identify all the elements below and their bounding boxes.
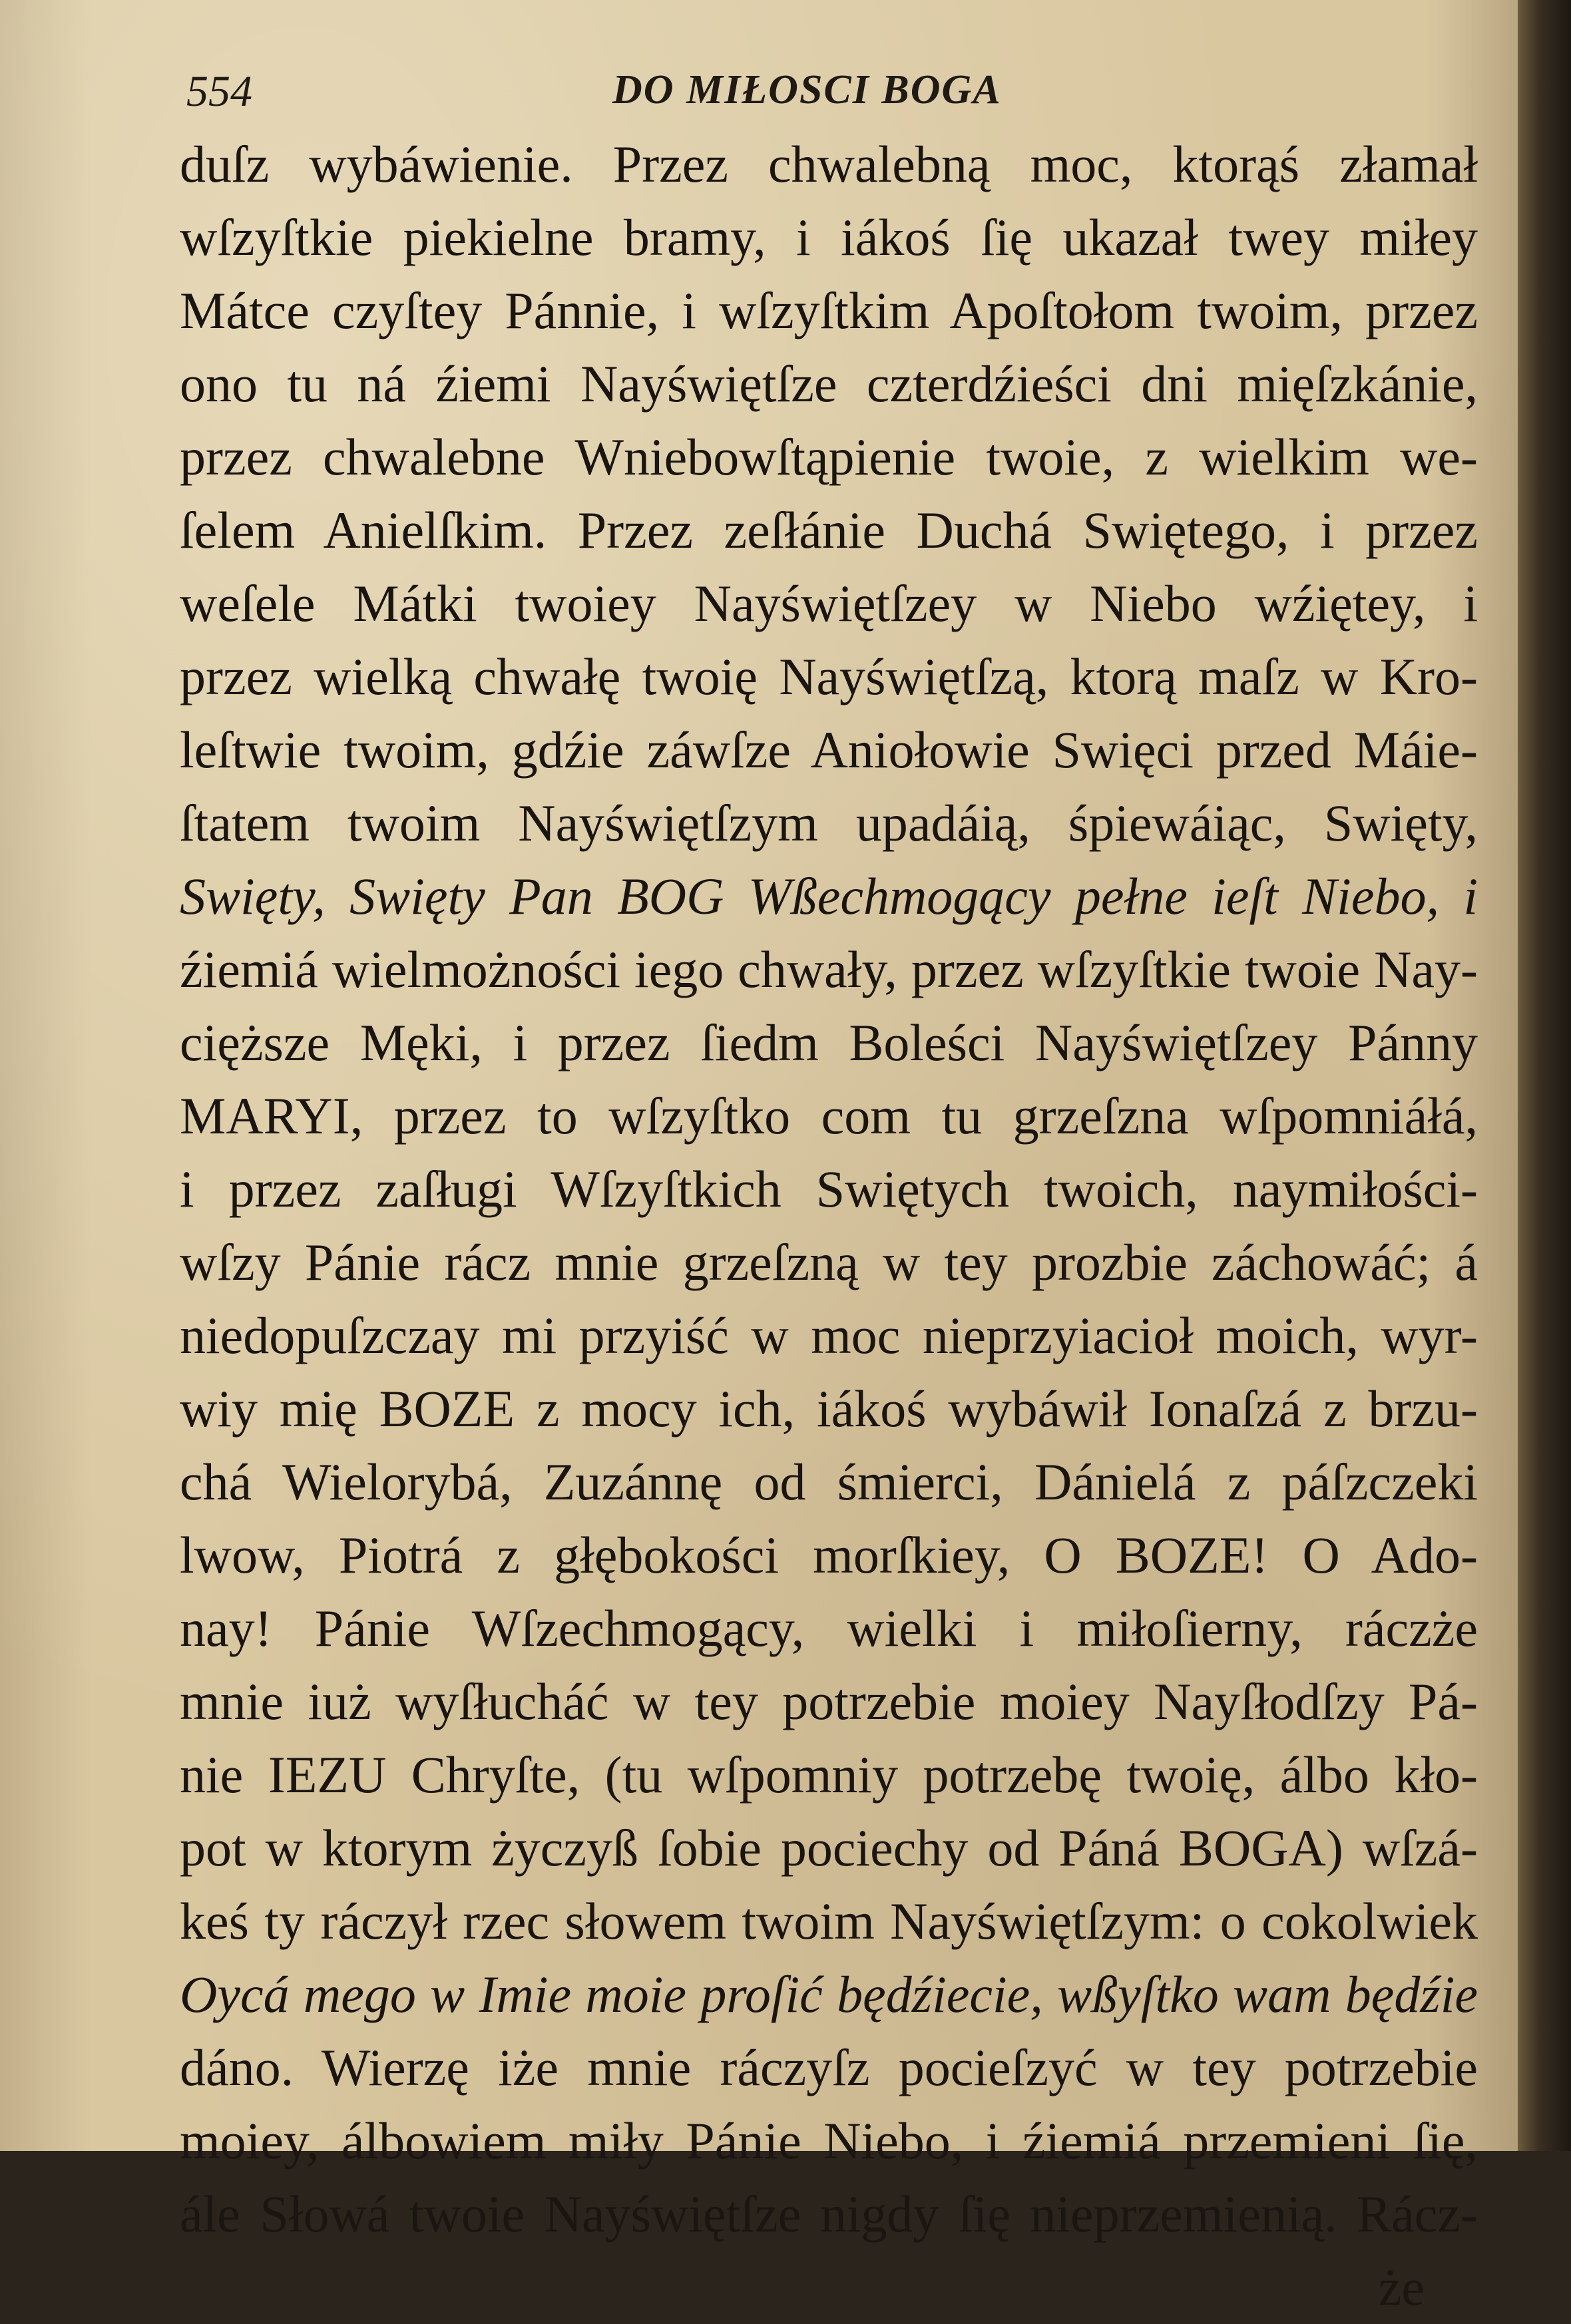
page-number: 554	[186, 67, 252, 116]
text-line: cięższe Męki, i przez ſiedm Boleści Nayświętſzey Pánny	[180, 1014, 1478, 1071]
text-line: przez chwalebne Wniebowſtąpienie twoie, z wielkim we-	[180, 428, 1478, 486]
text-line: moiey, álbowiem miły Pánie Niebo, i źiemiá przemieni ſię,	[180, 2112, 1478, 2170]
text-line: duſz wybáwienie. Przez chwalebną moc, ktorąś złamał	[180, 135, 1478, 193]
text-line: Oycá mego w Imie moie proſić będźiecie, wßyſtko wam będźie	[180, 1965, 1478, 2023]
text-line: pot w ktorym życzyß ſobie pociechy od Páná BOGA) wſzá-	[180, 1819, 1478, 1877]
text-line: wſzyſtkie piekielne bramy, i iákoś ſię ukazał twey miłey	[180, 208, 1478, 266]
book-gutter	[1518, 0, 1571, 2151]
text-line: dáno. Wierzę iże mnie ráczyſz pocieſzyć w tey potrzebie	[180, 2038, 1478, 2096]
text-line: lwow, Piotrá z głębokości morſkiey, O BOZE! O Ado-	[180, 1526, 1478, 1584]
text-line: Mátce czyſtey Pánnie, i wſzyſtkim Apoſtołom twoim, przez	[180, 282, 1478, 339]
text-line: ſtatem twoim Nayświętſzym upadáią, śpiewáiąc, Swięty,	[180, 794, 1478, 852]
text-line: leſtwie twoim, gdźie záwſze Aniołowie Swięci przed Máie-	[180, 721, 1478, 779]
text-line: keś ty ráczył rzec słowem twoim Nayświętſzym: o cokolwiek	[180, 1892, 1478, 1950]
text-line: i przez zaſługi Wſzyſtkich Swiętych twoich, naymiłości-	[180, 1160, 1478, 1218]
body-text	[180, 128, 1478, 2324]
text-line: chá Wielorybá, Zuzánnę od śmierci, Dánielá z páſzczeki	[180, 1453, 1478, 1511]
text-line: wſzy Pánie rácz mnie grzeſzną w tey prozbie záchowáć; á	[180, 1233, 1478, 1291]
text-line: przez wielką chwałę twoię Nayświętſzą, ktorą maſz w Kro-	[180, 648, 1478, 705]
text-line: MARYI, przez to wſzyſtko com tu grzeſzna wſpomniáłá,	[180, 1087, 1478, 1145]
text-line: wiy mię BOZE z mocy ich, iákoś wybáwił Ionaſzá z brzu-	[180, 1380, 1478, 1438]
text-line: ono tu ná źiemi Nayświętſze czterdźieści dni mięſzkánie,	[180, 355, 1478, 413]
text-line: źiemiá wielmożności iego chwały, przez wſzyſtkie twoie Nay-	[180, 940, 1478, 998]
text-line: ále Słowá twoie Nayświętſze nigdy ſię nieprzemienią. Rácz-	[180, 2185, 1478, 2243]
text-line: mnie iuż wyſłucháć w tey potrzebie moiey Nayſłodſzy Pá-	[180, 1672, 1478, 1730]
text-line: weſele Mátki twoiey Nayświętſzey w Niebo wźiętey, i	[180, 574, 1478, 632]
text-line: niedopuſzczay mi przyiść w moc nieprzyiacioł moich, wyr-	[180, 1306, 1478, 1364]
text-line: nay! Pánie Wſzechmogący, wielki i miłoſierny, ráczże	[180, 1599, 1478, 1657]
text-line: ſelem Anielſkim. Przez zeſłánie Duchá Swiętego, i przez	[180, 501, 1478, 559]
running-head: DO MIŁOSCI BOGA	[612, 67, 1002, 112]
text-line: Swięty, Swięty Pan BOG Wßechmogący pełne ieſt Niebo, i	[180, 867, 1478, 925]
catchword: że	[1378, 2258, 1425, 2316]
text-line: nie IEZU Chryſte, (tu wſpomniy potrzebę twoię, álbo kło-	[180, 1746, 1478, 1804]
